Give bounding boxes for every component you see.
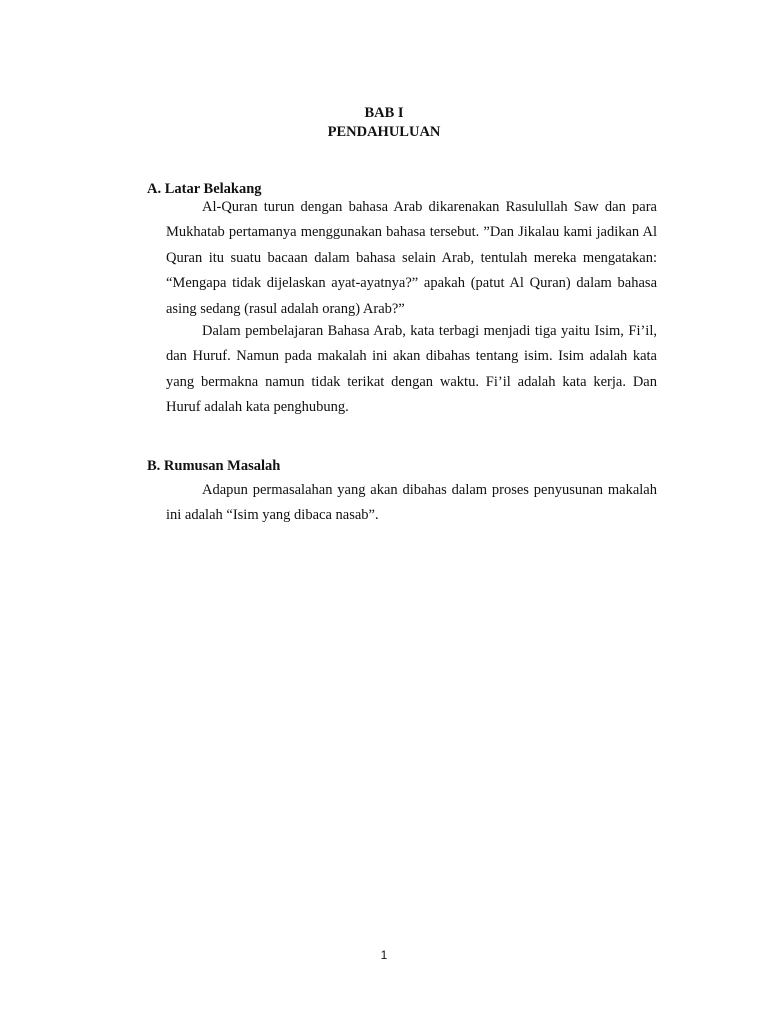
page-number: 1: [380, 948, 388, 962]
paragraph: Adapun permasalahan yang akan dibahas dalam proses penyusunan makalah ini adalah “Isim yang dibaca nasab”.: [166, 482, 657, 524]
section-heading-rumusan-masalah: B. Rumusan Masalah: [147, 458, 281, 474]
section-heading-latar-belakang: A. Latar Belakang: [147, 181, 262, 197]
paragraph: Dalam pembelajaran Bahasa Arab, kata terbagi menjadi tiga yaitu Isim, Fi’il, dan Huruf. Namun pada makalah ini akan dibahas tentang isim. Isim adalah kata yang bermakna namun tidak terikat dengan waktu. Fi’il adalah kata kerja. Dan Huruf adalah kata penghubung.: [166, 323, 657, 416]
paragraph: Al-Quran turun dengan bahasa Arab dikarenakan Rasulullah Saw dan para Mukhatab pertamanya menggunakan bahasa tersebut. ”Dan Jikalau kami jadikan Al Quran itu suatu bacaan dalam bahasa selain Arab, tentulah mereka mengatakan: “Mengapa tidak dijelaskan ayat-ayatnya?” apakah (patut Al Quran) dalam bahasa asing sedang (rasul adalah orang) Arab?”: [166, 199, 657, 317]
chapter-title: PENDAHULUAN: [327, 124, 441, 140]
chapter-label: BAB I: [364, 105, 404, 121]
